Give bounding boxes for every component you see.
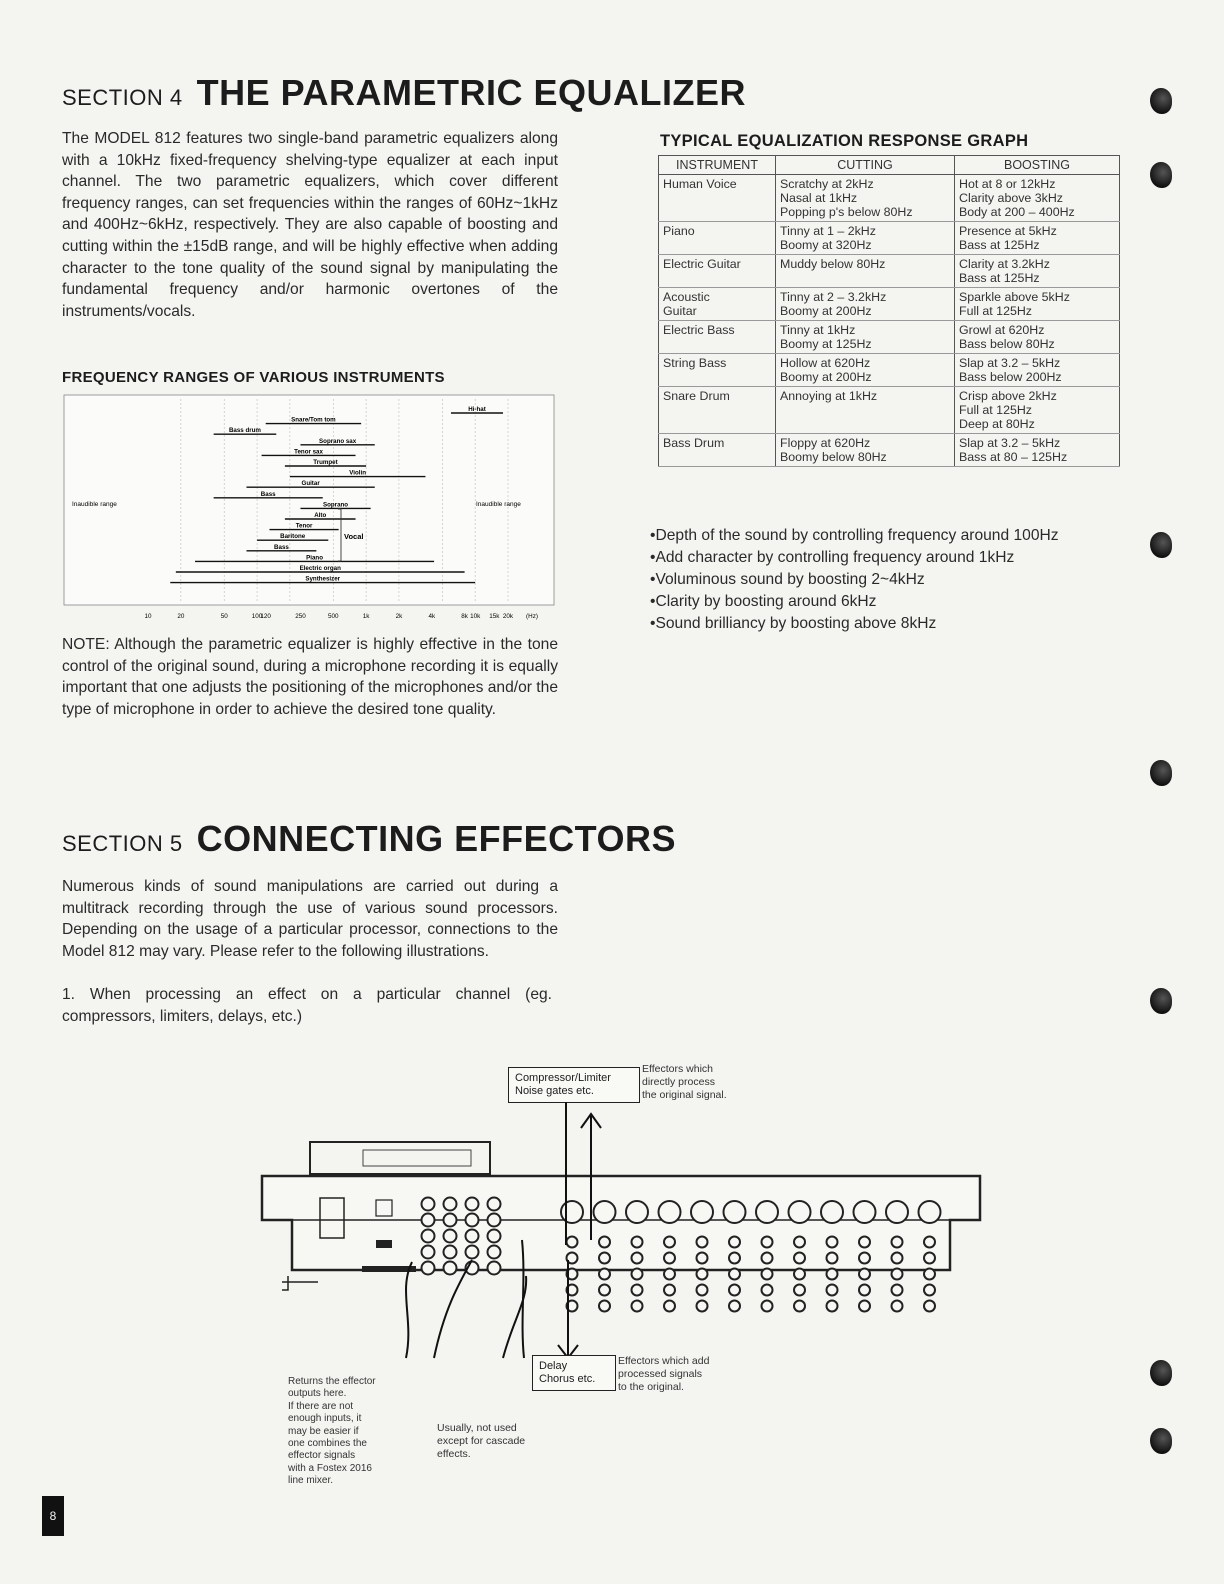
master-jack-icon <box>444 1198 457 1211</box>
channel-jack-icon <box>892 1301 903 1312</box>
x-tick-label: 4k <box>428 613 436 620</box>
section-4-heading <box>62 72 746 114</box>
channel-jack-icon <box>664 1253 675 1264</box>
eq-cell-instrument: Bass Drum <box>659 434 776 467</box>
eq-cell-instrument: Snare Drum <box>659 387 776 434</box>
binder-hole-icon <box>1150 988 1172 1014</box>
x-tick-label: 10k <box>470 613 481 620</box>
section-5-intro: Numerous kinds of sound manipulations are carried out during a multitrack recording through the use of various sound processors. Depending on the usage of a particular processor, connections to the Model 812 may vary. Please refer to the following illustrations. <box>62 878 558 960</box>
channel-jack-icon <box>729 1269 740 1280</box>
eq-table-row <box>659 321 1120 354</box>
master-jack-icon <box>466 1198 479 1211</box>
eq-header-boosting: BOOSTING <box>955 156 1120 175</box>
frequency-range-chart <box>62 393 556 623</box>
x-tick-label: 120 <box>260 613 271 620</box>
channel-jack-icon <box>632 1269 643 1280</box>
compressor-limiter-box: Compressor/Limiter Noise gates etc. <box>508 1067 640 1103</box>
eq-tip: •Sound brilliancy by boosting above 8kHz <box>650 615 937 632</box>
eq-cell-cutting: Scratchy at 2kHz Nasal at 1kHz Popping p's below 80Hz <box>776 175 955 222</box>
added-effector-note: Effectors which add processed signals to the original. <box>618 1355 710 1393</box>
master-jack-icon <box>488 1214 501 1227</box>
x-tick-label: 1k <box>362 613 370 620</box>
channel-jack-icon <box>859 1253 870 1264</box>
channel-jack-icon <box>859 1269 870 1280</box>
binder-hole-icon <box>1150 1360 1172 1386</box>
master-jack-icon <box>488 1246 501 1259</box>
channel-jack-icon <box>859 1301 870 1312</box>
binder-hole-icon <box>1150 88 1172 114</box>
instrument-range-label: Bass drum <box>228 427 261 435</box>
eq-cell-boosting: Slap at 3.2 – 5kHz Bass below 200Hz <box>955 354 1120 387</box>
x-tick-label: 8k <box>461 613 468 620</box>
channel-jack-icon <box>892 1285 903 1296</box>
eq-response-table <box>658 155 1120 467</box>
channel-jack-icon <box>762 1285 773 1296</box>
channel-jack-icon <box>794 1237 805 1248</box>
eq-cell-boosting: Crisp above 2kHz Full at 125Hz Deep at 80Hz <box>955 387 1120 434</box>
eq-tip: •Add character by controlling frequency around 1kHz <box>650 549 1015 566</box>
master-jack-icon <box>466 1246 479 1259</box>
xlr-input-icon <box>821 1201 843 1223</box>
channel-jack-icon <box>892 1253 903 1264</box>
frequency-chart-heading: FREQUENCY RANGES OF VARIOUS INSTRUMENTS <box>62 369 445 386</box>
channel-jack-icon <box>859 1285 870 1296</box>
section-5-title: CONNECTING EFFECTORS <box>196 818 676 859</box>
channel-jack-icon <box>827 1237 838 1248</box>
channel-jack-icon <box>794 1269 805 1280</box>
vocal-label: Vocal <box>344 532 364 541</box>
channel-jack-icon <box>827 1301 838 1312</box>
eq-tips-list <box>650 525 1059 635</box>
channel-jack-icon <box>924 1285 935 1296</box>
x-tick-label: 50 <box>220 613 228 620</box>
eq-table-row <box>659 222 1120 255</box>
channel-jack-icon <box>697 1253 708 1264</box>
xlr-input-icon <box>756 1201 778 1223</box>
xlr-input-icon <box>691 1201 713 1223</box>
return-inputs-note: Returns the effector outputs here. If there are not enough inputs, it may be easier if one combines the effector signals with a Fostex 2016 line mixer. <box>288 1376 376 1487</box>
eq-tip: •Clarity by boosting around 6kHz <box>650 593 877 610</box>
channel-jack-icon <box>924 1269 935 1280</box>
eq-cell-boosting: Sparkle above 5kHz Full at 125Hz <box>955 288 1120 321</box>
channel-jack-icon <box>729 1253 740 1264</box>
eq-cell-instrument: Electric Guitar <box>659 255 776 288</box>
eq-table-row <box>659 175 1120 222</box>
xlr-input-icon <box>659 1201 681 1223</box>
channel-jack-icon <box>762 1237 773 1248</box>
xlr-input-icon <box>854 1201 876 1223</box>
master-jack-icon <box>422 1230 435 1243</box>
channel-jack-icon <box>664 1285 675 1296</box>
xlr-input-icon <box>919 1201 941 1223</box>
direct-effector-note: Effectors which directly process the original signal. <box>642 1063 727 1101</box>
eq-header-instrument: INSTRUMENT <box>659 156 776 175</box>
eq-cell-cutting: Muddy below 80Hz <box>776 255 955 288</box>
section-5-item-1: 1. When processing an effect on a particular channel (eg. compressors, limiters, delays, etc.) <box>62 986 552 1025</box>
x-tick-label: 20k <box>502 613 514 620</box>
binder-hole-icon <box>1150 1428 1172 1454</box>
instrument-range-label: Baritone <box>280 533 306 541</box>
section-4-intro: The MODEL 812 features two single-band parametric equalizers along with a 10kHz fixed-frequency shelving-type equalizer at each input channel. The two parametric equalizers, which cover different frequency ranges, can set frequencies within the ranges of 60Hz~1kHz and 400Hz~6kHz, respectively. They are also capable of boosting and cutting within the ±15dB range, and will be highly effective when adding character to the tone quality of the sound signal by manipulating the fundamental frequency and/or harmonic overtones of the instruments/vocals. <box>62 130 558 320</box>
channel-jack-icon <box>729 1237 740 1248</box>
instrument-range-label: Bass <box>260 490 276 498</box>
master-jack-icon <box>466 1230 479 1243</box>
channel-jack-icon <box>762 1269 773 1280</box>
instrument-range-label: Trumpet <box>313 459 338 466</box>
eq-cell-instrument: Acoustic Guitar <box>659 288 776 321</box>
channel-jack-icon <box>664 1237 675 1248</box>
channel-jack-icon <box>762 1301 773 1312</box>
instrument-range-label: Tenor sax <box>294 448 323 456</box>
eq-cell-instrument: Human Voice <box>659 175 776 222</box>
instrument-range-label: Synthesizer <box>305 575 341 583</box>
binder-hole-icon <box>1150 760 1172 786</box>
eq-table-row <box>659 255 1120 288</box>
instrument-range-label: Piano <box>306 554 323 562</box>
eq-header-cutting: CUTTING <box>776 156 955 175</box>
channel-jack-icon <box>664 1269 675 1280</box>
channel-jack-icon <box>827 1253 838 1264</box>
master-jack-icon <box>422 1262 435 1275</box>
eq-cell-cutting: Tinny at 2 – 3.2kHz Boomy at 200Hz <box>776 288 955 321</box>
xlr-input-icon <box>886 1201 908 1223</box>
master-jack-icon <box>466 1214 479 1227</box>
eq-tip: •Depth of the sound by controlling frequency around 100Hz <box>650 527 1059 544</box>
x-tick-label: 500 <box>328 613 339 620</box>
inaudible-left-label: Inaudible range <box>72 501 117 508</box>
x-tick-label: 100 <box>251 613 263 620</box>
master-jack-icon <box>444 1246 457 1259</box>
eq-table-row <box>659 434 1120 467</box>
eq-table-title: TYPICAL EQUALIZATION RESPONSE GRAPH <box>660 132 1029 150</box>
x-tick-label: 2k <box>395 613 403 620</box>
section-4-label: SECTION 4 <box>62 85 183 110</box>
x-tick-label: 250 <box>295 613 306 620</box>
binder-hole-icon <box>1150 532 1172 558</box>
xlr-input-icon <box>626 1201 648 1223</box>
instrument-range-label: Bass <box>274 543 289 551</box>
channel-jack-icon <box>599 1285 610 1296</box>
instrument-range-label: Alto <box>314 512 327 519</box>
instrument-range-label: Electric organ <box>299 565 341 572</box>
xlr-input-icon <box>594 1201 616 1223</box>
channel-jack-icon <box>632 1253 643 1264</box>
x-tick-label: 20 <box>177 613 185 620</box>
section-5-label: SECTION 5 <box>62 831 183 856</box>
eq-cell-instrument: Piano <box>659 222 776 255</box>
channel-jack-icon <box>632 1237 643 1248</box>
instrument-range-label: Guitar <box>301 480 320 488</box>
channel-jack-icon <box>697 1301 708 1312</box>
section-4-note: NOTE: Although the parametric equalizer is highly effective in the tone control of the original sound, during a microphone recording it is equally important that one adjusts the positioning of the microphones and/or the type of microphone in order to achieve the desired tone quality. <box>62 636 558 718</box>
channel-jack-icon <box>827 1285 838 1296</box>
eq-table-row <box>659 387 1120 434</box>
channel-jack-icon <box>697 1269 708 1280</box>
channel-jack-icon <box>632 1301 643 1312</box>
channel-jack-icon <box>729 1285 740 1296</box>
channel-jack-icon <box>794 1285 805 1296</box>
channel-jack-icon <box>892 1269 903 1280</box>
master-jack-icon <box>488 1198 501 1211</box>
inaudible-right-label: Inaudible range <box>476 501 521 508</box>
eq-cell-cutting: Tinny at 1kHz Boomy at 125Hz <box>776 321 955 354</box>
channel-jack-icon <box>859 1237 870 1248</box>
x-tick-label: 15k <box>489 613 500 620</box>
channel-jack-icon <box>827 1269 838 1280</box>
eq-cell-cutting: Hollow at 620Hz Boomy at 200Hz <box>776 354 955 387</box>
eq-cell-boosting: Growl at 620Hz Bass below 80Hz <box>955 321 1120 354</box>
channel-jack-icon <box>924 1301 935 1312</box>
master-jack-icon <box>444 1214 457 1227</box>
delay-chorus-box: Delay Chorus etc. <box>532 1355 616 1391</box>
channel-jack-icon <box>599 1269 610 1280</box>
channel-jack-icon <box>762 1253 773 1264</box>
instrument-range-label: Tenor <box>295 522 313 530</box>
master-jack-icon <box>422 1214 435 1227</box>
xlr-input-icon <box>789 1201 811 1223</box>
channel-jack-icon <box>632 1285 643 1296</box>
channel-jack-icon <box>729 1301 740 1312</box>
master-jack-icon <box>488 1262 501 1275</box>
instrument-range-label: Soprano sax <box>319 437 357 445</box>
eq-cell-cutting: Annoying at 1kHz <box>776 387 955 434</box>
eq-cell-boosting: Slap at 3.2 – 5kHz Bass at 80 – 125Hz <box>955 434 1120 467</box>
xlr-input-icon <box>724 1201 746 1223</box>
section-4-title: THE PARAMETRIC EQUALIZER <box>196 72 746 113</box>
binder-hole-icon <box>1150 162 1172 188</box>
channel-jack-icon <box>664 1301 675 1312</box>
channel-jack-icon <box>599 1301 610 1312</box>
x-tick-label: 10 <box>144 613 152 620</box>
x-tick-label: (Hz) <box>526 613 538 620</box>
mixer-rear-panel-diagram <box>258 1100 988 1360</box>
master-jack-icon <box>444 1230 457 1243</box>
eq-cell-boosting: Clarity at 3.2kHz Bass at 125Hz <box>955 255 1120 288</box>
channel-jack-icon <box>599 1237 610 1248</box>
cascade-note: Usually, not used except for cascade effects. <box>437 1422 526 1460</box>
eq-cell-instrument: Electric Bass <box>659 321 776 354</box>
eq-cell-instrument: String Bass <box>659 354 776 387</box>
eq-table-row <box>659 288 1120 321</box>
channel-jack-icon <box>892 1237 903 1248</box>
eq-cell-cutting: Floppy at 620Hz Boomy below 80Hz <box>776 434 955 467</box>
master-jack-icon <box>444 1262 457 1275</box>
eq-cell-boosting: Presence at 5kHz Bass at 125Hz <box>955 222 1120 255</box>
xlr-input-icon <box>561 1201 583 1223</box>
channel-jack-icon <box>924 1253 935 1264</box>
instrument-range-label: Violin <box>349 469 367 477</box>
channel-jack-icon <box>794 1253 805 1264</box>
channel-jack-icon <box>794 1301 805 1312</box>
channel-jack-icon <box>599 1253 610 1264</box>
instrument-range-label: Snare/Tom tom <box>291 416 336 424</box>
master-jack-icon <box>488 1230 501 1243</box>
channel-jack-icon <box>924 1237 935 1248</box>
master-jack-icon <box>422 1246 435 1259</box>
eq-cell-boosting: Hot at 8 or 12kHz Clarity above 3kHz Body at 200 – 400Hz <box>955 175 1120 222</box>
section-5-heading <box>62 818 676 860</box>
channel-jack-icon <box>697 1285 708 1296</box>
eq-cell-cutting: Tinny at 1 – 2kHz Boomy at 320Hz <box>776 222 955 255</box>
master-jack-icon <box>422 1198 435 1211</box>
channel-jack-icon <box>697 1237 708 1248</box>
eq-table-row <box>659 354 1120 387</box>
eq-tip: •Voluminous sound by boosting 2~4kHz <box>650 571 925 588</box>
instrument-range-label: Soprano <box>322 501 349 509</box>
instrument-range-label: Hi-hat <box>468 406 486 413</box>
page-number: 8 <box>42 1496 64 1536</box>
channel-jack-icon <box>567 1237 578 1248</box>
